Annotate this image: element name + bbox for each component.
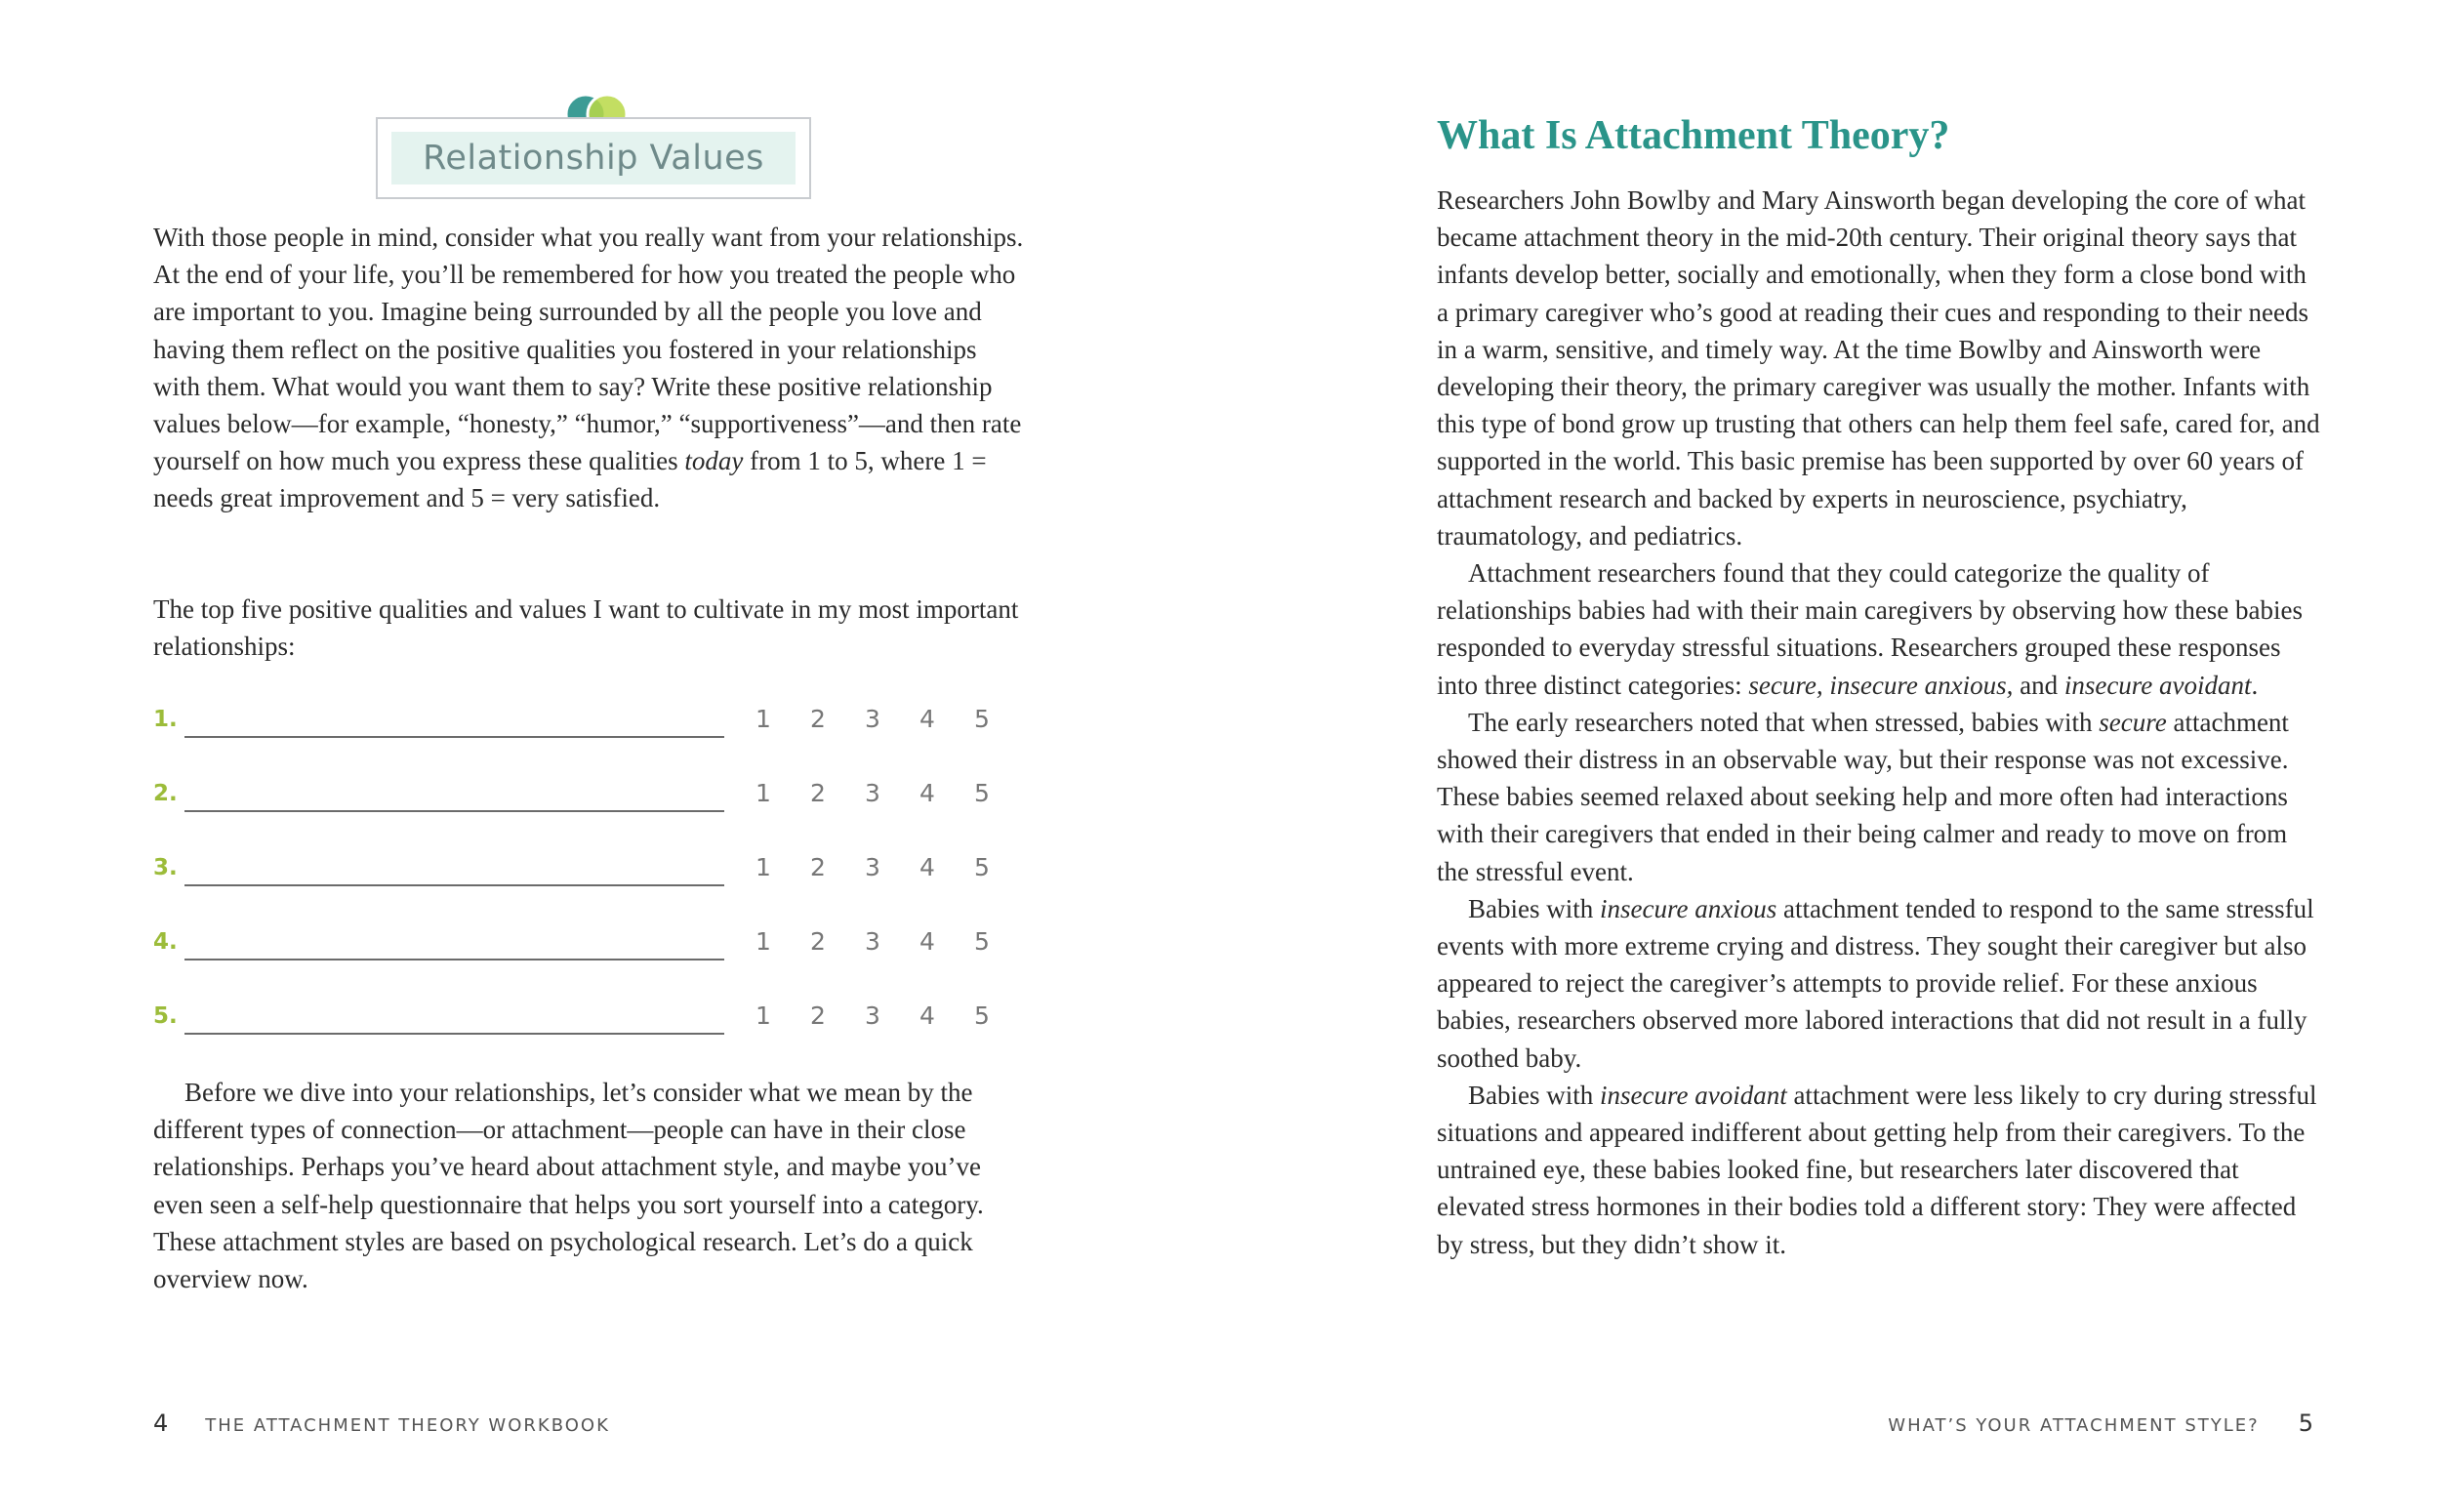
page-number: 4 <box>153 1410 169 1437</box>
rating-option[interactable]: 1 <box>755 853 771 881</box>
rating-option[interactable]: 2 <box>810 853 826 881</box>
right-footer <box>1888 1410 2313 1437</box>
item-number: 5. <box>153 1003 178 1029</box>
paragraph-categories: Attachment researchers found that they could categorize the quality of relationships babies had with their main caregivers by observing how these babies responded to everyday stressful situations. Researchers grouped these responses into three distinct categories: secure, insecure anxious, and insecure avoidant. <box>1437 558 2304 700</box>
list-intro-paragraph: The top five positive qualities and values I want to cultivate in my most important relationships: <box>153 594 1019 662</box>
rating-option[interactable]: 3 <box>865 705 880 733</box>
section-title: Relationship Values <box>423 139 764 178</box>
rating-option[interactable]: 3 <box>865 779 880 807</box>
rating-option[interactable]: 5 <box>974 705 990 733</box>
item-number: 4. <box>153 929 178 955</box>
running-title: THE ATTACHMENT THEORY WORKBOOK <box>205 1415 610 1436</box>
rating-option[interactable]: 4 <box>919 853 935 881</box>
rating-option[interactable]: 4 <box>919 1001 935 1030</box>
rating-option[interactable]: 2 <box>810 1001 826 1030</box>
paragraph-anxious: Babies with insecure anxious attachment tended to respond to the same stressful events with more extreme crying and distress. They sought their caregiver but also appeared to reject the caregiver’s attempts to provide relief. For these anxious babies, researchers observed more labored interactions that did not result in a fully soothed baby. <box>1437 893 2314 1073</box>
overview-paragraph: Before we dive into your relationships, let’s consider what we mean by the different types of connection—or attachment—people can have in their close relationships. Perhaps you’ve heard about attachment style, and maybe you’ve even seen a self-help questionnaire that helps you sort yourself into a category. These attachment styles are based on psychological research. Let’s do a quick overview now. <box>153 1078 984 1294</box>
running-title: WHAT’S YOUR ATTACHMENT STYLE? <box>1888 1415 2260 1436</box>
rating-option[interactable]: 5 <box>974 927 990 956</box>
rating-option[interactable]: 2 <box>810 779 826 807</box>
item-number: 3. <box>153 855 178 880</box>
rating-option[interactable]: 5 <box>974 779 990 807</box>
rating-option[interactable]: 4 <box>919 705 935 733</box>
rating-option[interactable]: 5 <box>974 1001 990 1030</box>
paragraph-secure: The early researchers noted that when stressed, babies with secure attachment showed their distress in an observable way, but their response was not excessive. These babies seemed relaxed about seeking help and more often had interactions with their caregivers that ended in their being calmer and ready to move on from the stressful event. <box>1437 707 2289 886</box>
section-heading: What Is Attachment Theory? <box>1437 113 1950 158</box>
paragraph-values: With those people in mind, consider what you really want from your relationships. At the end of your life, you’ll be remembered for how you treated the people who are important to you. Imagine being surrounded by all the people you love and having them reflect on the positive qualities you fostered in your relationships with them. What would you want them to say? Write these positive relationship values below—for example, “honesty,” “humor,” “supportiveness”—and then rate yourself on how much you express these qualities today from 1 to 5, where 1 = needs great improvement and 5 = very satisfied. <box>153 223 1024 513</box>
page-number: 5 <box>2298 1410 2313 1437</box>
rating-option[interactable]: 3 <box>865 853 880 881</box>
item-number: 1. <box>153 707 178 732</box>
rating-option[interactable]: 3 <box>865 1001 880 1030</box>
rating-option[interactable]: 4 <box>919 779 935 807</box>
rating-option[interactable]: 5 <box>974 853 990 881</box>
rating-option[interactable]: 2 <box>810 927 826 956</box>
paragraph-origins: Researchers John Bowlby and Mary Ainsworth began developing the core of what became attachment theory in the mid-20th century. Their original theory says that infants develop better, socially and emotionally, when they form a close bond with a primary caregiver who’s good at reading their cues and responding to their needs in a warm, sensitive, and timely way. At the time Bowlby and Ainsworth were developing their theory, the primary caregiver was usually the mother. Infants with this type of bond grow up trusting that others can help them feel safe, cared for, and supported in the world. This basic premise has been supported by over 60 years of attachment research and backed by experts in neuroscience, psychiatry, traumatology, and pediatrics. <box>1437 185 2320 551</box>
rating-option[interactable]: 1 <box>755 927 771 956</box>
item-number: 2. <box>153 781 178 806</box>
rating-option[interactable]: 1 <box>755 1001 771 1030</box>
paragraph-avoidant: Babies with insecure avoidant attachment were less likely to cry during stressful situations and appeared indifferent about getting help from their caregivers. To the untrained eye, these babies looked fine, but researchers later discovered that elevated stress hormones in their bodies told a different story: They were affected by stress, but they didn’t show it. <box>1437 1080 2317 1259</box>
theory-text <box>1437 182 2320 1263</box>
rating-option[interactable]: 2 <box>810 705 826 733</box>
rating-option[interactable]: 3 <box>865 927 880 956</box>
rating-option[interactable]: 1 <box>755 779 771 807</box>
rating-option[interactable]: 1 <box>755 705 771 733</box>
rating-option[interactable]: 4 <box>919 927 935 956</box>
